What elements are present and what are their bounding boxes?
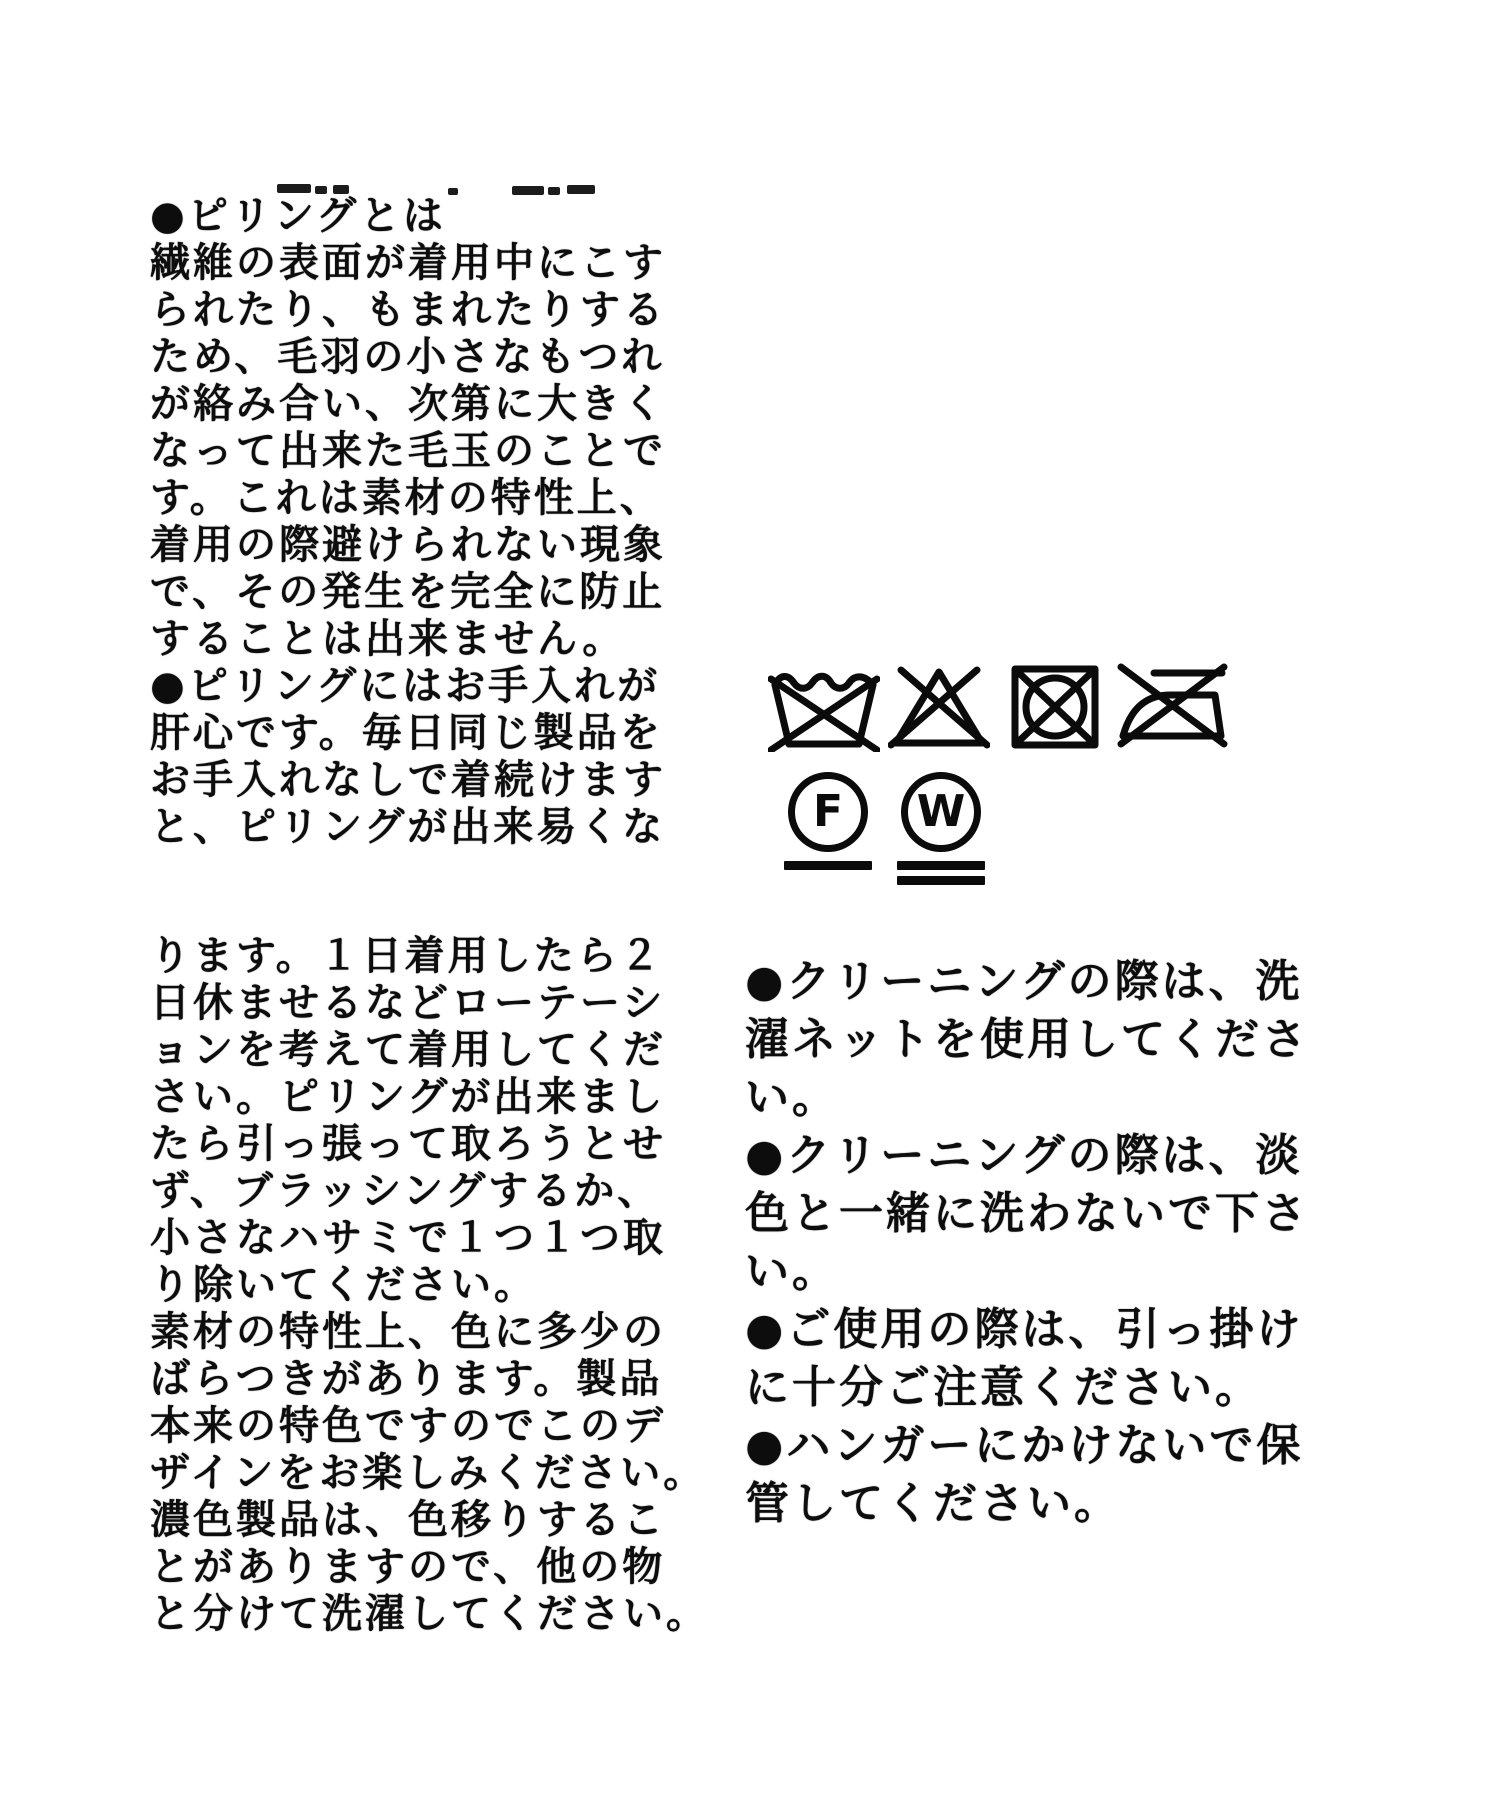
text-line: さい。ピリングが出来まし — [150, 1074, 666, 1120]
text-line: とがありますので、他の物 — [150, 1544, 666, 1590]
wet-clean-W-icon — [897, 772, 985, 885]
text-line: ず、ブラッシングするか、 — [150, 1168, 661, 1214]
text-line: ●ピリングとは — [150, 193, 446, 239]
text-line: ョンを考えて着用してくだ — [150, 1027, 666, 1073]
text-line: 濯ネットを使用してくださ — [745, 1014, 1309, 1065]
text-line: たら引っ張って取ろうとせ — [150, 1121, 666, 1167]
text-line: 着用の際避けられない現象 — [150, 522, 666, 568]
text-line: ●ご使用の際は、引っ掛け — [745, 1304, 1304, 1355]
text-line: す。これは素材の特性上、 — [150, 475, 663, 521]
cropped-text-fragment — [277, 184, 311, 193]
text-line: ばらつきがあります。製品 — [150, 1356, 663, 1402]
text-line: り除いてください。 — [150, 1262, 537, 1308]
text-line: することは出来ません。 — [150, 616, 626, 662]
text-line: 肝心です。毎日同じ製品を — [150, 710, 663, 756]
text-line: 日休ませるなどローテーシ — [150, 980, 666, 1026]
dry-clean-F-letter: F — [788, 772, 868, 852]
text-line: なって出来た毛玉のことで — [150, 428, 666, 474]
text-line: 素材の特性上、色に多少の — [150, 1309, 666, 1355]
text-line: 管してください。 — [745, 1478, 1121, 1529]
dry-clean-F-icon — [784, 772, 872, 870]
text-line: 色と一緒に洗わないで下さ — [745, 1188, 1309, 1239]
text-line: られたり、もまれたりする — [150, 287, 666, 333]
underline-bar — [897, 861, 985, 870]
text-line: ●クリーニングの際は、洗 — [745, 956, 1303, 1007]
text-line: 繊維の表面が着用中にこす — [150, 240, 666, 286]
text-line: に十分ご注意ください。 — [745, 1362, 1262, 1413]
text-line: 本来の特色ですのでこのデ — [150, 1403, 666, 1449]
text-line: い。 — [745, 1072, 839, 1123]
underline-bar — [897, 876, 985, 885]
text-line: と、ピリングが出来易くな — [150, 804, 666, 850]
do-not-iron-icon — [1116, 658, 1230, 752]
text-line: ため、毛羽の小さなもつれ — [150, 334, 665, 380]
wet-clean-W-letter: W — [901, 772, 981, 852]
text-line: と分けて洗濯してください。 — [150, 1591, 709, 1637]
do-not-wash-icon — [768, 666, 880, 752]
right-column-care-notes-block — [745, 953, 1309, 1533]
text-line: 小さなハサミで１つ１つ取 — [150, 1215, 666, 1261]
text-line: ザインをお楽しみください。 — [150, 1450, 707, 1496]
left-column-pilling-text-block-1 — [150, 193, 666, 851]
text-line: が絡み合い、次第に大きく — [150, 381, 666, 427]
left-column-pilling-text-block-2 — [150, 933, 709, 1638]
text-line: ります。１日着用したら２ — [150, 933, 663, 979]
text-line: で、その発生を完全に防止 — [150, 569, 666, 615]
do-not-tumble-dry-icon — [1008, 662, 1102, 752]
text-line: 濃色製品は、色移りするこ — [150, 1497, 666, 1543]
text-line: い。 — [745, 1246, 839, 1297]
text-line: ●ピリングにはお手入れが — [150, 663, 661, 709]
underline-bar — [784, 861, 872, 870]
text-line: お手入れなしで着続けます — [150, 757, 666, 803]
text-line: ●クリーニングの際は、淡 — [745, 1130, 1303, 1181]
do-not-bleach-icon — [888, 664, 990, 750]
text-line: ●ハンガーにかけないで保 — [745, 1420, 1304, 1471]
